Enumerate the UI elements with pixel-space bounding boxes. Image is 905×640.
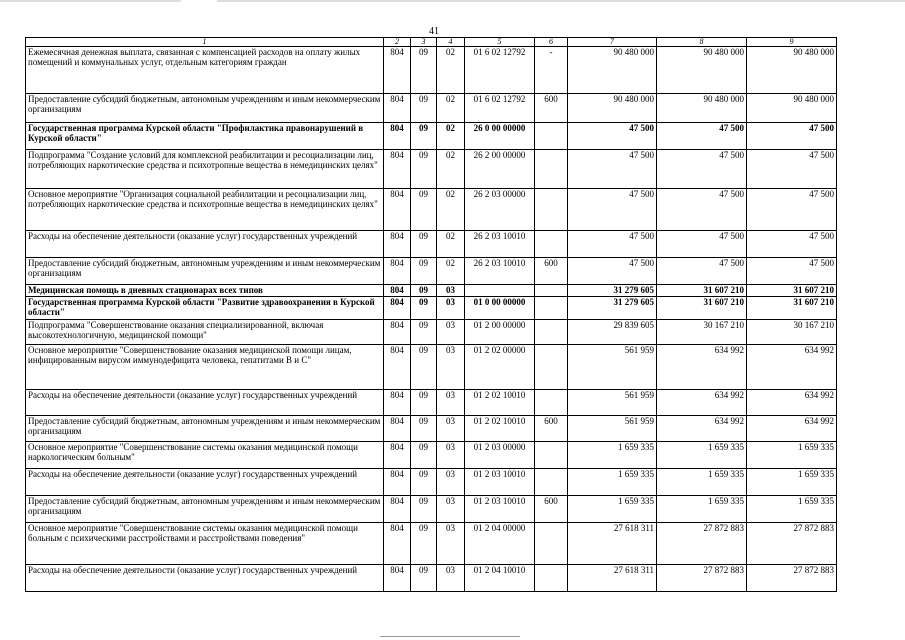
cell-amount-year-1: 47 500 [568, 258, 657, 285]
cell-amount-year-2: 27 872 883 [657, 565, 747, 592]
cell-amount-year-2: 90 480 000 [657, 47, 747, 94]
column-number-row [26, 38, 837, 47]
table-row [26, 523, 837, 565]
cell-amount-year-1: 47 500 [568, 123, 657, 150]
cell-amount-year-1: 561 959 [568, 390, 657, 416]
cell-expense-type [535, 345, 568, 390]
table-row [26, 94, 837, 123]
cell-expense-type [535, 297, 568, 320]
cell-subsection: 03 [437, 345, 465, 390]
cell-amount-year-2: 47 500 [657, 123, 747, 150]
cell-amount-year-2: 47 500 [657, 231, 747, 258]
cell-admin-code: 804 [384, 320, 411, 345]
cell-amount-year-2: 31 607 210 [657, 285, 747, 297]
cell-amount-year-2: 634 992 [657, 416, 747, 442]
cell-amount-year-2: 90 480 000 [657, 94, 747, 123]
cell-expense-type: 600 [535, 416, 568, 442]
cell-expense-type [535, 150, 568, 189]
cell-amount-year-3: 634 992 [747, 390, 837, 416]
cell-admin-code: 804 [384, 297, 411, 320]
cell-section: 09 [411, 123, 437, 150]
cell-target-article: 01 2 02 10010 [465, 390, 535, 416]
cell-name: Подпрограмма "Совершенствование оказания специализированной, включая высокотехнологичную, медицинской помощи" [26, 320, 384, 345]
cell-amount-year-1: 27 618 311 [568, 523, 657, 565]
cell-section: 09 [411, 496, 437, 523]
cell-admin-code: 804 [384, 285, 411, 297]
table-row [26, 258, 837, 285]
cell-name: Предоставление субсидий бюджетным, автономным учреждениям и иным некоммерческим организациям [26, 496, 384, 523]
cell-target-article: 26 2 03 10010 [465, 258, 535, 285]
cell-target-article: 01 2 02 10010 [465, 416, 535, 442]
cell-amount-year-1: 561 959 [568, 416, 657, 442]
table-row [26, 47, 837, 94]
cell-admin-code: 804 [384, 390, 411, 416]
cell-amount-year-3: 634 992 [747, 345, 837, 390]
column-number-4: 4 [437, 38, 465, 47]
cell-amount-year-3: 27 872 883 [747, 523, 837, 565]
cell-amount-year-2: 47 500 [657, 189, 747, 231]
column-number-5: 5 [465, 38, 535, 47]
cell-expense-type [535, 320, 568, 345]
cell-amount-year-2: 1 659 335 [657, 442, 747, 469]
cell-section: 09 [411, 297, 437, 320]
cell-admin-code: 804 [384, 94, 411, 123]
cell-subsection: 03 [437, 416, 465, 442]
cell-subsection: 03 [437, 285, 465, 297]
cell-admin-code: 804 [384, 523, 411, 565]
cell-name: Подпрограмма "Создание условий для комплексной реабилитации и ресоциализации лиц, потребляющих наркотические средства и психотропные вещества в немедицинских целях" [26, 150, 384, 189]
cell-expense-type: 600 [535, 258, 568, 285]
cell-subsection: 02 [437, 47, 465, 94]
cell-expense-type: 600 [535, 94, 568, 123]
cell-name: Расходы на обеспечение деятельности (оказание услуг) государственных учреждений [26, 469, 384, 496]
cell-section: 09 [411, 189, 437, 231]
budget-sheet [25, 37, 836, 592]
cell-amount-year-3: 47 500 [747, 189, 837, 231]
cell-target-article: 01 2 03 10010 [465, 496, 535, 523]
cell-expense-type [535, 469, 568, 496]
scan-edge-bottom [380, 636, 520, 637]
cell-target-article: 01 2 04 10010 [465, 565, 535, 592]
table-row [26, 345, 837, 390]
budget-table [25, 37, 837, 592]
cell-target-article: 01 2 04 00000 [465, 523, 535, 565]
table-row [26, 390, 837, 416]
cell-subsection: 02 [437, 189, 465, 231]
cell-amount-year-3: 90 480 000 [747, 47, 837, 94]
cell-subsection: 03 [437, 565, 465, 592]
cell-amount-year-3: 47 500 [747, 258, 837, 285]
column-number-9: 9 [747, 38, 837, 47]
table-row [26, 231, 837, 258]
table-row [26, 297, 837, 320]
cell-amount-year-2: 31 607 210 [657, 297, 747, 320]
cell-amount-year-1: 27 618 311 [568, 565, 657, 592]
cell-admin-code: 804 [384, 47, 411, 94]
cell-name: Предоставление субсидий бюджетным, автономным учреждениям и иным некоммерческим организациям [26, 94, 384, 123]
cell-amount-year-1: 90 480 000 [568, 47, 657, 94]
cell-section: 09 [411, 565, 437, 592]
cell-expense-type [535, 285, 568, 297]
cell-amount-year-3: 47 500 [747, 150, 837, 189]
cell-admin-code: 804 [384, 469, 411, 496]
cell-expense-type: - [535, 47, 568, 94]
cell-amount-year-3: 31 607 210 [747, 297, 837, 320]
cell-admin-code: 804 [384, 496, 411, 523]
column-number-8: 8 [657, 38, 747, 47]
cell-subsection: 02 [437, 94, 465, 123]
cell-subsection: 03 [437, 320, 465, 345]
cell-section: 09 [411, 416, 437, 442]
cell-target-article: 01 0 00 00000 [465, 297, 535, 320]
cell-section: 09 [411, 345, 437, 390]
cell-amount-year-2: 1 659 335 [657, 469, 747, 496]
cell-admin-code: 804 [384, 150, 411, 189]
cell-subsection: 02 [437, 123, 465, 150]
cell-expense-type: 600 [535, 496, 568, 523]
cell-admin-code: 804 [384, 189, 411, 231]
cell-admin-code: 804 [384, 123, 411, 150]
table-row [26, 150, 837, 189]
cell-admin-code: 804 [384, 416, 411, 442]
cell-name: Основное мероприятие "Совершенствование системы оказания медицинской помощи больным с психическими расстройствами и расстройствами поведения" [26, 523, 384, 565]
cell-subsection: 03 [437, 442, 465, 469]
cell-amount-year-3: 1 659 335 [747, 469, 837, 496]
cell-target-article: 01 2 03 00000 [465, 442, 535, 469]
cell-subsection: 02 [437, 231, 465, 258]
table-row [26, 442, 837, 469]
cell-target-article: 26 2 03 10010 [465, 231, 535, 258]
cell-amount-year-2: 634 992 [657, 390, 747, 416]
cell-subsection: 02 [437, 258, 465, 285]
cell-section: 09 [411, 47, 437, 94]
cell-name: Государственная программа Курской области "Профилактика правонарушений в Курской области" [26, 123, 384, 150]
column-number-2: 2 [384, 38, 411, 47]
cell-target-article: 26 2 03 00000 [465, 189, 535, 231]
cell-amount-year-1: 47 500 [568, 189, 657, 231]
cell-amount-year-2: 1 659 335 [657, 496, 747, 523]
cell-name: Государственная программа Курской области "Развитие здравоохранения в Курской области" [26, 297, 384, 320]
cell-admin-code: 804 [384, 258, 411, 285]
cell-amount-year-1: 1 659 335 [568, 442, 657, 469]
cell-section: 09 [411, 231, 437, 258]
cell-section: 09 [411, 94, 437, 123]
cell-subsection: 03 [437, 390, 465, 416]
cell-expense-type [535, 189, 568, 231]
cell-section: 09 [411, 442, 437, 469]
cell-name: Расходы на обеспечение деятельности (оказание услуг) государственных учреждений [26, 390, 384, 416]
cell-section: 09 [411, 469, 437, 496]
cell-amount-year-1: 47 500 [568, 231, 657, 258]
cell-section: 09 [411, 150, 437, 189]
cell-amount-year-2: 47 500 [657, 150, 747, 189]
cell-amount-year-3: 1 659 335 [747, 496, 837, 523]
cell-section: 09 [411, 285, 437, 297]
cell-expense-type [535, 390, 568, 416]
cell-admin-code: 804 [384, 565, 411, 592]
cell-amount-year-1: 29 839 605 [568, 320, 657, 345]
cell-subsection: 03 [437, 496, 465, 523]
cell-amount-year-1: 31 279 605 [568, 297, 657, 320]
table-row [26, 469, 837, 496]
scan-edge-top [0, 0, 905, 2]
cell-name: Медицинская помощь в дневных стационарах всех типов [26, 285, 384, 297]
table-row [26, 565, 837, 592]
cell-amount-year-1: 31 279 605 [568, 285, 657, 297]
cell-amount-year-2: 47 500 [657, 258, 747, 285]
cell-amount-year-2: 634 992 [657, 345, 747, 390]
cell-name: Основное мероприятие "Совершенствование оказания медицинской помощи лицам, инфицированным вирусом иммунодефицита человека, гепатитами В и С" [26, 345, 384, 390]
column-number-6: 6 [535, 38, 568, 47]
cell-amount-year-3: 27 872 883 [747, 565, 837, 592]
cell-amount-year-1: 1 659 335 [568, 496, 657, 523]
table-row [26, 320, 837, 345]
cell-target-article [465, 285, 535, 297]
cell-subsection: 03 [437, 523, 465, 565]
cell-name: Ежемесячная денежная выплата, связанная с компенсацией расходов на оплату жилых помещений и коммунальных услуг, отдельным категориям граждан [26, 47, 384, 94]
cell-amount-year-3: 1 659 335 [747, 442, 837, 469]
column-number-1: 1 [26, 38, 384, 47]
cell-amount-year-3: 30 167 210 [747, 320, 837, 345]
cell-amount-year-3: 31 607 210 [747, 285, 837, 297]
cell-name: Расходы на обеспечение деятельности (оказание услуг) государственных учреждений [26, 231, 384, 258]
cell-amount-year-2: 30 167 210 [657, 320, 747, 345]
column-number-3: 3 [411, 38, 437, 47]
cell-expense-type [535, 231, 568, 258]
cell-amount-year-3: 634 992 [747, 416, 837, 442]
cell-amount-year-3: 47 500 [747, 231, 837, 258]
table-row [26, 123, 837, 150]
page-number: 41 [429, 26, 439, 37]
table-row [26, 496, 837, 523]
cell-amount-year-3: 47 500 [747, 123, 837, 150]
cell-target-article: 01 2 00 00000 [465, 320, 535, 345]
cell-subsection: 03 [437, 469, 465, 496]
table-row [26, 189, 837, 231]
cell-target-article: 01 2 03 10010 [465, 469, 535, 496]
cell-target-article: 01 6 02 12792 [465, 94, 535, 123]
column-number-7: 7 [568, 38, 657, 47]
cell-expense-type [535, 523, 568, 565]
cell-section: 09 [411, 320, 437, 345]
cell-amount-year-3: 90 480 000 [747, 94, 837, 123]
cell-amount-year-1: 47 500 [568, 150, 657, 189]
cell-name: Расходы на обеспечение деятельности (оказание услуг) государственных учреждений [26, 565, 384, 592]
cell-name: Предоставление субсидий бюджетным, автономным учреждениям и иным некоммерческим организациям [26, 258, 384, 285]
cell-amount-year-1: 561 959 [568, 345, 657, 390]
cell-amount-year-1: 90 480 000 [568, 94, 657, 123]
cell-subsection: 02 [437, 150, 465, 189]
cell-target-article: 26 0 00 00000 [465, 123, 535, 150]
cell-section: 09 [411, 390, 437, 416]
table-row [26, 285, 837, 297]
cell-target-article: 26 2 00 00000 [465, 150, 535, 189]
cell-target-article: 01 2 02 00000 [465, 345, 535, 390]
cell-expense-type [535, 565, 568, 592]
cell-section: 09 [411, 258, 437, 285]
cell-section: 09 [411, 523, 437, 565]
cell-admin-code: 804 [384, 345, 411, 390]
cell-admin-code: 804 [384, 231, 411, 258]
cell-subsection: 03 [437, 297, 465, 320]
cell-name: Основное мероприятие "Организация социальной реабилитации и ресоциализации лиц, потребляющих наркотические средства и психотропные вещества в немедицинских целях" [26, 189, 384, 231]
cell-name: Предоставление субсидий бюджетным, автономным учреждениям и иным некоммерческим организациям [26, 416, 384, 442]
cell-amount-year-1: 1 659 335 [568, 469, 657, 496]
table-row [26, 416, 837, 442]
cell-amount-year-2: 27 872 883 [657, 523, 747, 565]
cell-name: Основное мероприятие "Совершенствование системы оказания медицинской помощи наркологическим больным" [26, 442, 384, 469]
cell-target-article: 01 6 02 12792 [465, 47, 535, 94]
cell-expense-type [535, 442, 568, 469]
cell-expense-type [535, 123, 568, 150]
cell-admin-code: 804 [384, 442, 411, 469]
